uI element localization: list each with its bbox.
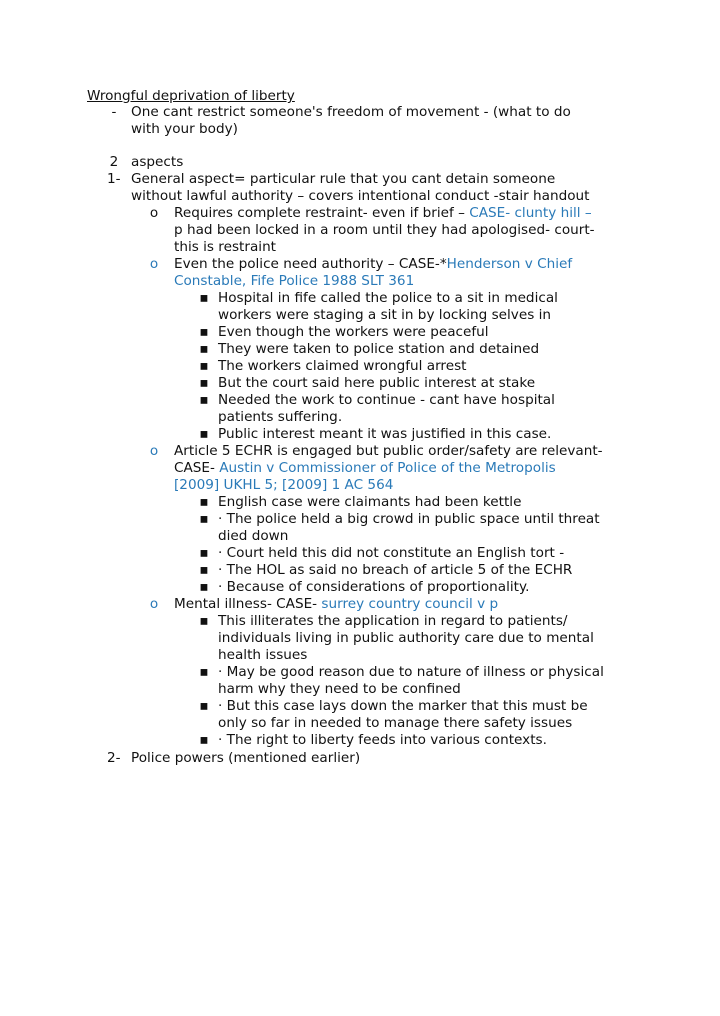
police-powers-line: Police powers (mentioned earlier) (131, 750, 361, 766)
circle-bullet: o (149, 256, 159, 272)
police-authority-text: Even the police need authority – CASE-* (174, 256, 447, 272)
square-bullet: ▪ (199, 324, 209, 340)
square-bullet: ▪ (199, 290, 209, 306)
list-marker-1: 1- (107, 171, 121, 187)
list-item: · The right to liberty feeds into various contexts. (218, 732, 547, 748)
page-title: Wrongful deprivation of liberty (87, 88, 295, 104)
list-item: harm why they need to be confined (218, 681, 461, 697)
square-bullet: ▪ (199, 579, 209, 595)
list-item: This illiterates the application in regard to patients/ (218, 613, 568, 629)
echr-line-1: Article 5 ECHR is engaged but public order/safety are relevant- (174, 443, 603, 459)
square-bullet: ▪ (199, 698, 209, 714)
list-item: · Court held this did not constitute an English tort - (218, 545, 565, 561)
police-authority-line-1 (174, 256, 572, 273)
general-aspect-line-1: General aspect= particular rule that you cant detain someone (131, 171, 556, 187)
square-bullet: ▪ (199, 392, 209, 408)
list-marker-2: 2- (107, 750, 121, 766)
list-item: The workers claimed wrongful arrest (218, 358, 467, 374)
list-item: patients suffering. (218, 409, 343, 425)
case-clunty-hill: CASE- clunty hill – (469, 205, 592, 221)
general-aspect-line-2: without lawful authority – covers intentional conduct -stair handout (131, 188, 590, 204)
aspects-label: aspects (131, 154, 184, 170)
dash-marker: - (111, 104, 117, 120)
case-henderson: Henderson v Chief (446, 256, 573, 272)
square-bullet: ▪ (199, 341, 209, 357)
echr-line-2 (174, 460, 556, 477)
case-austin: Austin v Commissioner of Police of the Metropolis (219, 460, 556, 476)
list-item: individuals living in public authority care due to mental (218, 630, 594, 646)
list-item: only so far in needed to manage there safety issues (218, 715, 573, 731)
list-item: Even though the workers were peaceful (218, 324, 489, 340)
list-item: · The police held a big crowd in public space until threat (218, 511, 600, 527)
list-item: English case were claimants had been kettle (218, 494, 522, 510)
list-item: Needed the work to continue - cant have hospital (218, 392, 555, 408)
square-bullet: ▪ (199, 426, 209, 442)
case-henderson-citation: Constable, Fife Police 1988 SLT 361 (174, 273, 415, 289)
restraint-line-3: this is restraint (174, 239, 277, 255)
square-bullet: ▪ (199, 562, 209, 578)
case-surrey: surrey country council v p (321, 596, 499, 612)
square-bullet: ▪ (199, 545, 209, 561)
square-bullet: ▪ (199, 375, 209, 391)
mental-illness-line (174, 596, 498, 613)
list-item: Hospital in fife called the police to a sit in medical (218, 290, 558, 306)
square-bullet: ▪ (199, 511, 209, 527)
list-item: They were taken to police station and detained (218, 341, 540, 357)
list-item: · Because of considerations of proportionality. (218, 579, 530, 595)
list-item: died down (218, 528, 289, 544)
mental-illness-text: Mental illness- CASE- (174, 596, 322, 612)
restraint-line-2: p had been locked in a room until they had apologised- court- (174, 222, 595, 238)
list-item: health issues (218, 647, 308, 663)
list-item: · May be good reason due to nature of illness or physical (218, 664, 604, 680)
square-bullet: ▪ (199, 664, 209, 680)
intro-line-1: One cant restrict someone's freedom of movement - (what to do (131, 104, 571, 120)
case-prefix: CASE- (174, 460, 220, 476)
circle-bullet: o (149, 205, 159, 221)
list-item: · The HOL as said no breach of article 5 of the ECHR (218, 562, 573, 578)
list-item: Public interest meant it was justified in this case. (218, 426, 552, 442)
restraint-line-1 (174, 205, 592, 222)
list-item: But the court said here public interest at stake (218, 375, 536, 391)
list-item: workers were staging a sit in by locking selves in (218, 307, 552, 323)
circle-bullet: o (149, 596, 159, 612)
square-bullet: ▪ (199, 732, 209, 748)
intro-line-2: with your body) (131, 121, 238, 137)
square-bullet: ▪ (199, 358, 209, 374)
circle-bullet: o (149, 443, 159, 459)
restraint-text: Requires complete restraint- even if brief – (174, 205, 470, 221)
case-austin-citation: [2009] UKHL 5; [2009] 1 AC 564 (174, 477, 394, 493)
list-item: · But this case lays down the marker that this must be (218, 698, 588, 714)
aspects-number: 2 (109, 154, 119, 170)
square-bullet: ▪ (199, 494, 209, 510)
square-bullet: ▪ (199, 613, 209, 629)
